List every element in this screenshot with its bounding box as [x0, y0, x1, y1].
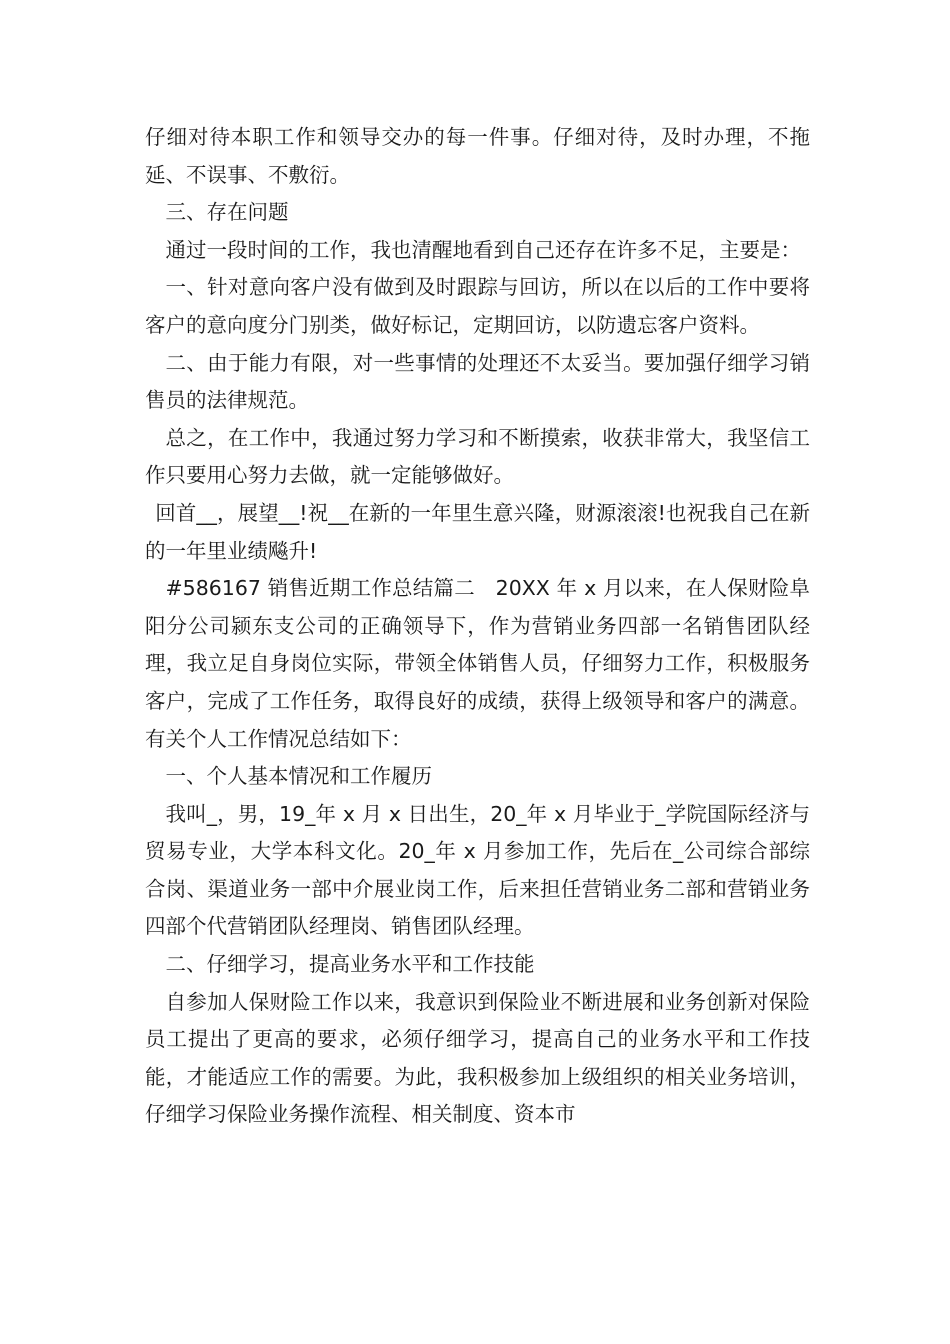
heading-existing-problems: 三、存在问题: [165, 200, 289, 225]
heading-personal-info: 一、个人基本情况和工作履历: [165, 764, 432, 789]
paragraph-wishes: 回首__，展望__!祝__在新的一年里生意兴隆，财源滚滚!也祝我自己在新的一年里业绩飚升!: [145, 500, 810, 563]
paragraph-study-improve: 自参加人保财险工作以来，我意识到保险业不断进展和业务创新对保险员工提出了更高的要求，必须仔细学习，提高自己的业务水平和工作技能，才能适应工作的需要。为此，我积极参加上级组织的相关业务培训，仔细学习保险业务操作流程、相关制度、资本市: [145, 989, 810, 1127]
paragraph-problem-two: 二、由于能力有限，对一些事情的处理还不太妥当。要加强仔细学习销售员的法律规范。: [145, 350, 810, 413]
paragraph-part-two-intro: #586167 销售近期工作总结篇二 20XX 年 x 月以来，在人保财险阜阳分公司颍东支公司的正确领导下，作为营销业务四部一名销售团队经理，我立足自身岗位实际，带领全体销售人员，仔细努力工作，积极服务客户，完成了工作任务，取得良好的成绩，获得上级领导和客户的满意。有关个人工作情况总结如下：: [145, 576, 810, 751]
heading-study-improve: 二、仔细学习，提高业务水平和工作技能: [165, 952, 535, 977]
paragraph-problems-intro: 通过一段时间的工作，我也清醒地看到自己还存在许多不足，主要是：: [165, 237, 801, 262]
paragraph-duty-continuation: 仔细对待本职工作和领导交办的每一件事。仔细对待，及时办理，不拖延、不误事、不敷衍。: [145, 125, 810, 187]
document-body: [145, 119, 810, 1134]
paragraph-summary: 总之，在工作中，我通过努力学习和不断摸索，收获非常大，我坚信工作只要用心努力去做，就一定能够做好。: [145, 425, 810, 488]
paragraph-personal-info: 我叫_，男，19_年 x 月 x 日出生，20_年 x 月毕业于_学院国际经济与贸易专业，大学本科文化。20_年 x 月参加工作，先后在_公司综合部综合岗、渠道业务一部中介展业岗工作，后来担任营销业务二部和营销业务四部个代营销团队经理岗、销售团队经理。: [145, 801, 810, 939]
paragraph-problem-one: 一、针对意向客户没有做到及时跟踪与回访，所以在以后的工作中要将客户的意向度分门别类，做好标记，定期回访，以防遗忘客户资料。: [145, 275, 810, 337]
